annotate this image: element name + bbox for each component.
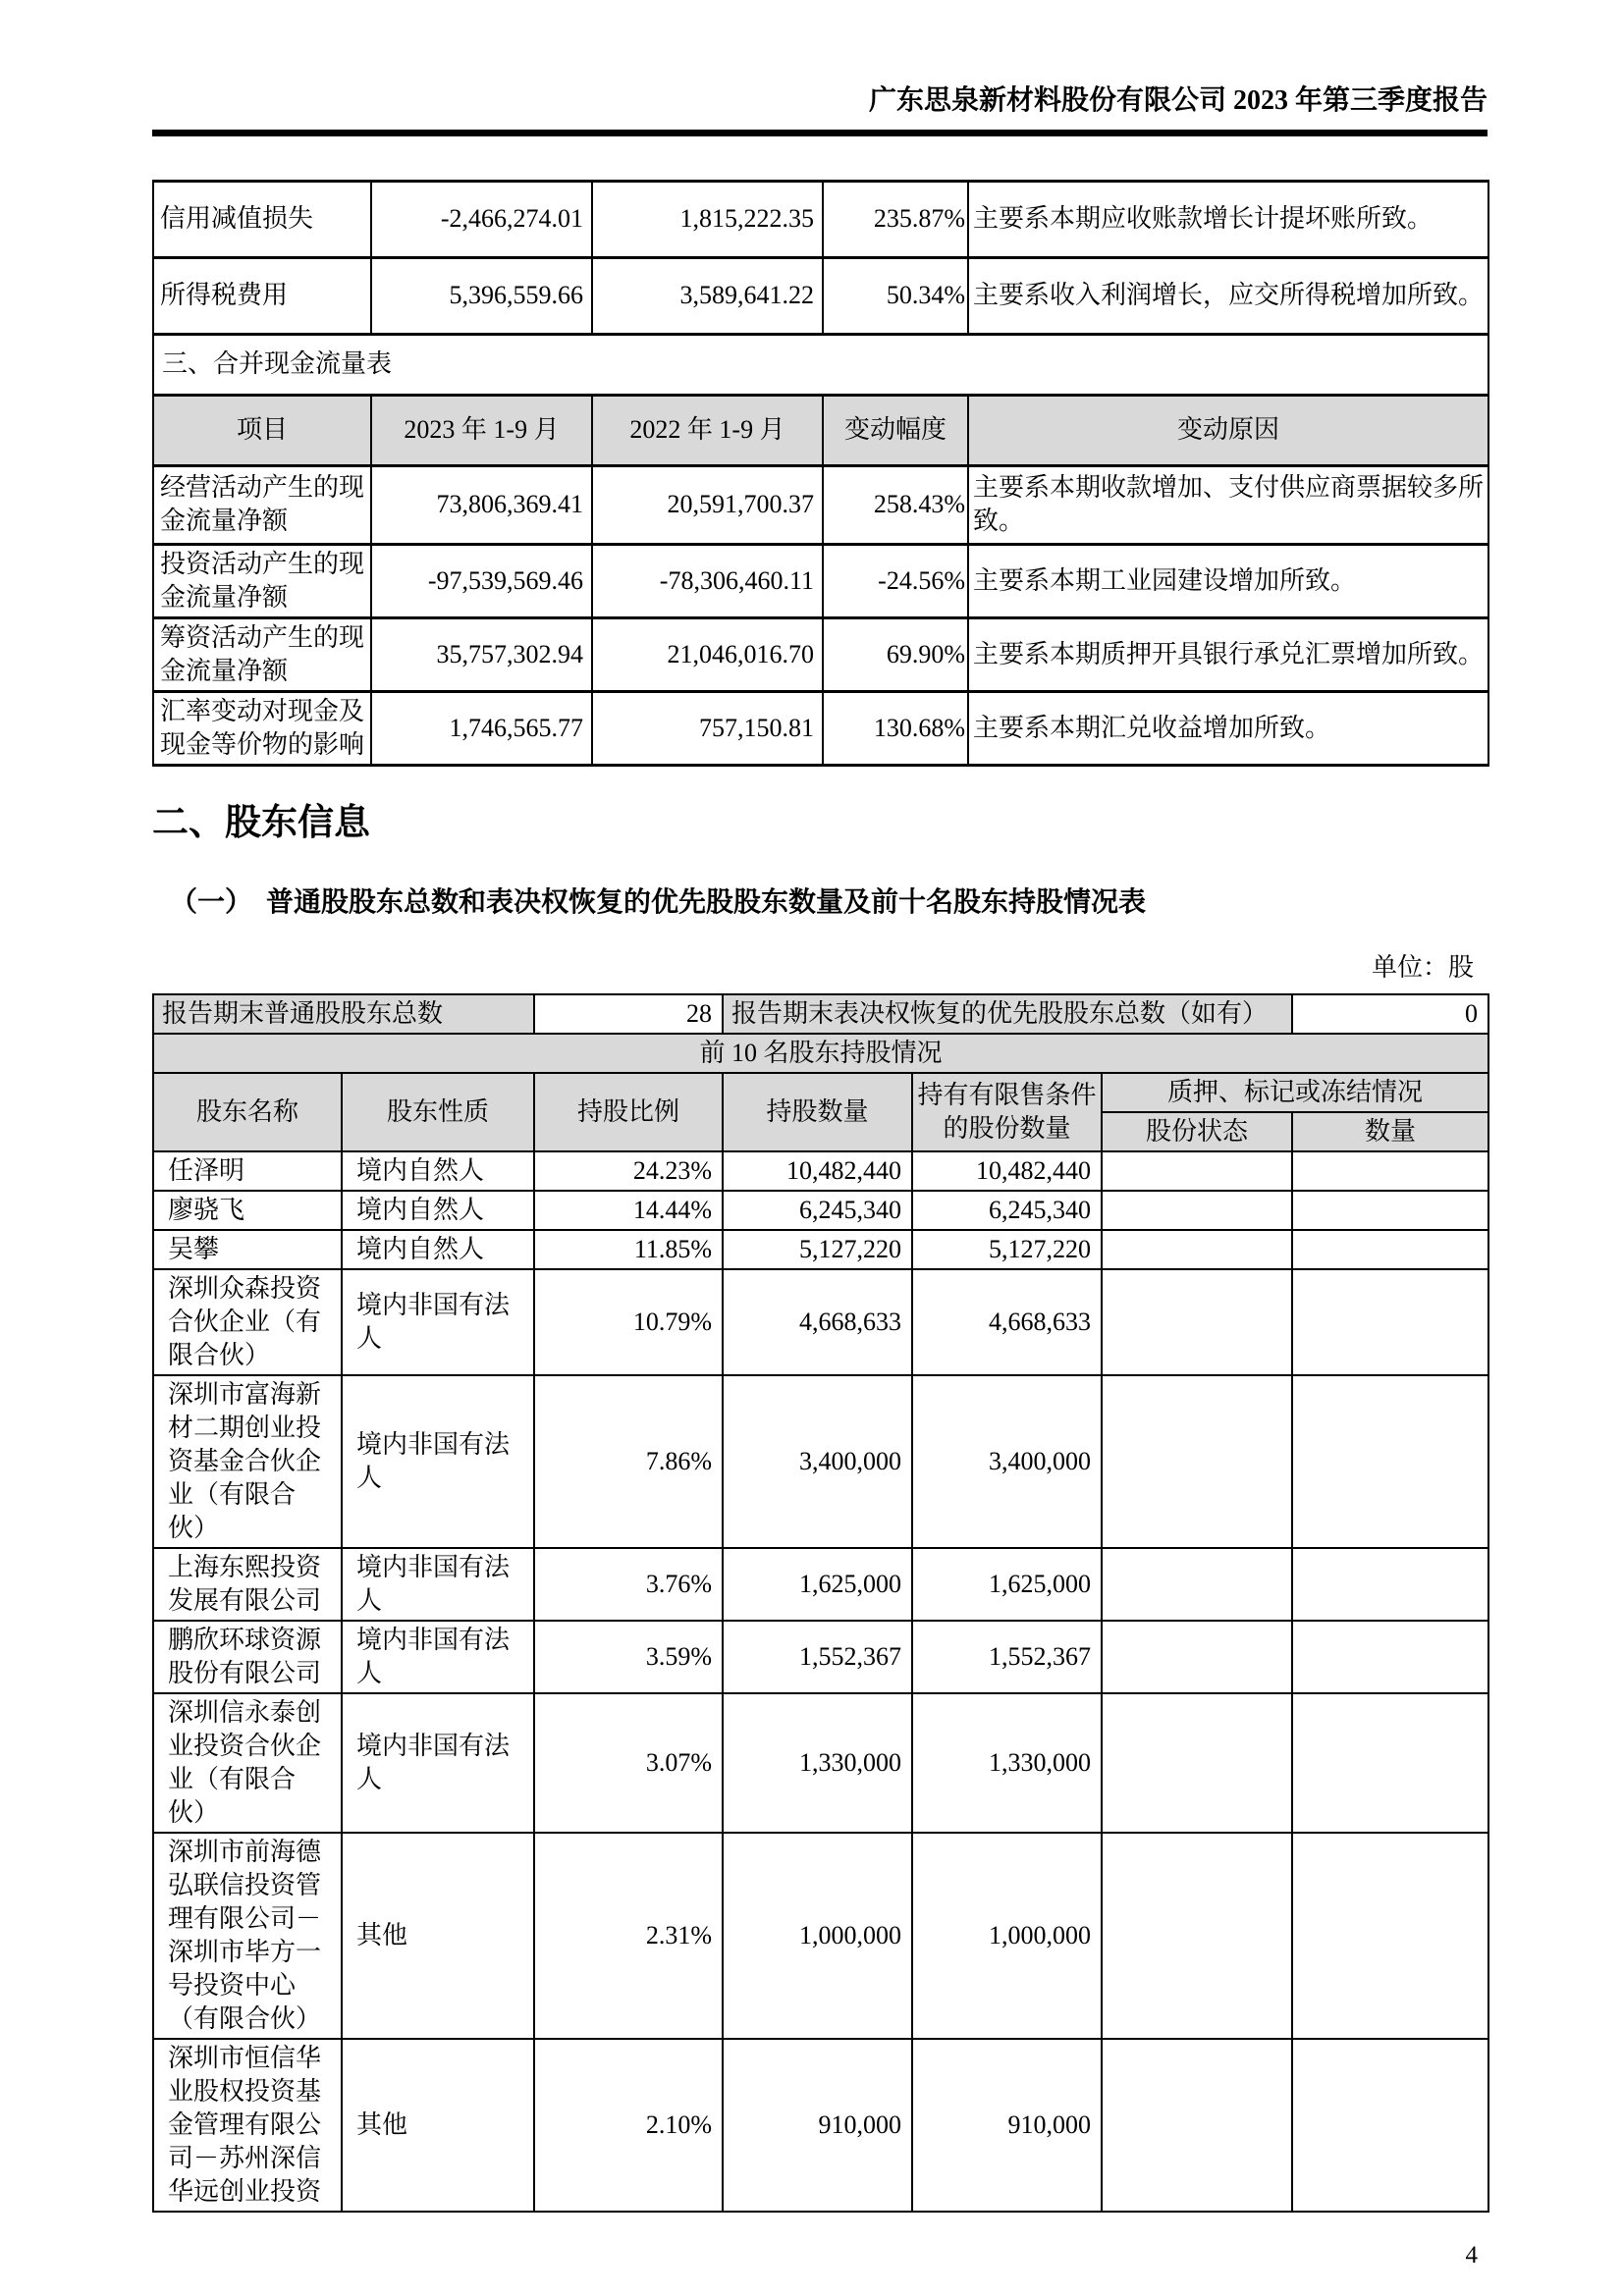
cell-pledge-qty: [1292, 1191, 1488, 1230]
cell-pledge-qty: [1292, 1693, 1488, 1833]
cell-restricted: 4,668,633: [912, 1269, 1102, 1375]
cell-pledge-status: [1102, 1191, 1292, 1230]
section-heading-shareholder-info: 二、股东信息: [152, 802, 370, 843]
cell-change: 130.68%: [823, 691, 968, 765]
cell-restricted: 10,482,440: [912, 1151, 1102, 1191]
page-number: 4: [1465, 2241, 1478, 2269]
table-row: [153, 691, 1488, 765]
cell-shareholder-name: 廖骁飞: [153, 1191, 342, 1230]
col-header-name: 股东名称: [153, 1073, 342, 1151]
cell-shareholder-nature: 境内非国有法人: [342, 1693, 534, 1833]
summary-row: [153, 994, 1488, 1034]
subsection-heading-top10: （一） 普通股股东总数和表决权恢复的优先股股东数量及前十名股东持股情况表: [170, 886, 1147, 918]
cell-pledge-qty: [1292, 1230, 1488, 1269]
cell-change: 69.90%: [823, 617, 968, 691]
shareholder-row: [153, 1269, 1488, 1375]
table-row: [153, 257, 1488, 334]
col-header-nature: 股东性质: [342, 1073, 534, 1151]
cell-shareholder-name: 深圳市恒信华业股权投资基金管理有限公司－苏州深信华远创业投资: [153, 2039, 342, 2212]
cell-shareholder-name: 吴攀: [153, 1230, 342, 1269]
cell-shares: 10,482,440: [723, 1151, 912, 1191]
cell-restricted: 1,552,367: [912, 1621, 1102, 1693]
cell-shares: 5,127,220: [723, 1230, 912, 1269]
header-rule: [152, 130, 1488, 136]
cell-shares: 1,330,000: [723, 1693, 912, 1833]
cashflow-section-title: 三、合并现金流量表: [153, 334, 1488, 395]
cell-pledge-qty: [1292, 1269, 1488, 1375]
cell-restricted: 910,000: [912, 2039, 1102, 2212]
common-shareholders-label: 报告期末普通股股东总数: [153, 994, 534, 1034]
cell-shareholder-name: 深圳市富海新材二期创业投资基金合伙企业（有限合伙）: [153, 1375, 342, 1548]
cell-ratio: 7.86%: [534, 1375, 723, 1548]
preferred-shareholders-value: 0: [1292, 994, 1488, 1034]
col-header-prior: 2022 年 1-9 月: [592, 395, 823, 465]
cell-ratio: 11.85%: [534, 1230, 723, 1269]
cell-shareholder-nature: 境内非国有法人: [342, 1548, 534, 1621]
cell-reason: 主要系本期工业园建设增加所致。: [968, 544, 1488, 617]
shareholder-row: [153, 1833, 1488, 2039]
cell-pledge-status: [1102, 1151, 1292, 1191]
cell-ratio: 24.23%: [534, 1151, 723, 1191]
col-header-restricted: 持有有限售条件的股份数量: [912, 1073, 1102, 1151]
shareholders-table: [152, 993, 1489, 2213]
cell-item: 所得税费用: [153, 257, 371, 334]
cell-reason: 主要系收入利润增长，应交所得税增加所致。: [968, 257, 1488, 334]
col-header-shares: 持股数量: [723, 1073, 912, 1151]
unit-label: 单位：股: [1371, 952, 1474, 982]
shareholder-row: [153, 1375, 1488, 1548]
cell-prior: 20,591,700.37: [592, 465, 823, 544]
cell-shareholder-nature: 境内非国有法人: [342, 1621, 534, 1693]
cell-item: 信用减值损失: [153, 181, 371, 257]
cell-current: 73,806,369.41: [371, 465, 592, 544]
cell-shareholder-name: 深圳众森投资合伙企业（有限合伙）: [153, 1269, 342, 1375]
cell-change: 235.87%: [823, 181, 968, 257]
cell-shares: 3,400,000: [723, 1375, 912, 1548]
cell-restricted: 6,245,340: [912, 1191, 1102, 1230]
cell-pledge-qty: [1292, 1151, 1488, 1191]
cell-reason: 主要系本期应收账款增长计提坏账所致。: [968, 181, 1488, 257]
cell-change: 50.34%: [823, 257, 968, 334]
table-row: [153, 544, 1488, 617]
table-row: [153, 617, 1488, 691]
col-header-pledge-group: 质押、标记或冻结情况: [1102, 1073, 1488, 1112]
cell-item: 筹资活动产生的现金流量净额: [153, 617, 371, 691]
cell-restricted: 1,000,000: [912, 1833, 1102, 2039]
col-header-change: 变动幅度: [823, 395, 968, 465]
cell-pledge-qty: [1292, 1621, 1488, 1693]
cell-pledge-status: [1102, 2039, 1292, 2212]
cell-change: 258.43%: [823, 465, 968, 544]
cell-pledge-status: [1102, 1269, 1292, 1375]
col-header-current: 2023 年 1-9 月: [371, 395, 592, 465]
cell-shares: 6,245,340: [723, 1191, 912, 1230]
cell-restricted: 1,625,000: [912, 1548, 1102, 1621]
cell-current: -2,466,274.01: [371, 181, 592, 257]
col-header-ratio: 持股比例: [534, 1073, 723, 1151]
cell-pledge-qty: [1292, 1548, 1488, 1621]
cell-restricted: 3,400,000: [912, 1375, 1102, 1548]
cell-ratio: 10.79%: [534, 1269, 723, 1375]
cell-restricted: 1,330,000: [912, 1693, 1102, 1833]
cell-pledge-status: [1102, 1621, 1292, 1693]
cell-ratio: 14.44%: [534, 1191, 723, 1230]
shareholder-row: [153, 1548, 1488, 1621]
cell-pledge-status: [1102, 1693, 1292, 1833]
col-header-reason: 变动原因: [968, 395, 1488, 465]
section-row: [153, 334, 1488, 395]
col-header-item: 项目: [153, 395, 371, 465]
header-row: [153, 1073, 1488, 1112]
cell-pledge-status: [1102, 1375, 1292, 1548]
shareholder-row: [153, 1191, 1488, 1230]
cell-shares: 910,000: [723, 2039, 912, 2212]
cell-shareholder-name: 上海东熙投资发展有限公司: [153, 1548, 342, 1621]
cell-shares: 1,552,367: [723, 1621, 912, 1693]
cell-change: -24.56%: [823, 544, 968, 617]
shareholder-row: [153, 2039, 1488, 2212]
col-header-pledge-qty: 数量: [1292, 1112, 1488, 1151]
cell-item: 汇率变动对现金及现金等价物的影响: [153, 691, 371, 765]
cell-shareholder-nature: 境内自然人: [342, 1230, 534, 1269]
cell-restricted: 5,127,220: [912, 1230, 1102, 1269]
shareholder-row: [153, 1693, 1488, 1833]
shareholder-row: [153, 1621, 1488, 1693]
change-and-cashflow-table: [152, 180, 1489, 767]
table-row: [153, 181, 1488, 257]
cell-pledge-qty: [1292, 1375, 1488, 1548]
cell-shareholder-name: 任泽明: [153, 1151, 342, 1191]
cell-prior: 3,589,641.22: [592, 257, 823, 334]
cell-shareholder-nature: 其他: [342, 2039, 534, 2212]
cell-pledge-status: [1102, 1230, 1292, 1269]
cell-current: 5,396,559.66: [371, 257, 592, 334]
cell-shareholder-nature: 境内自然人: [342, 1151, 534, 1191]
cell-pledge-qty: [1292, 2039, 1488, 2212]
cell-prior: 21,046,016.70: [592, 617, 823, 691]
cell-shareholder-nature: 其他: [342, 1833, 534, 2039]
cell-shareholder-name: 鹏欣环球资源股份有限公司: [153, 1621, 342, 1693]
cell-prior: -78,306,460.11: [592, 544, 823, 617]
cell-ratio: 2.10%: [534, 2039, 723, 2212]
cell-current: 35,757,302.94: [371, 617, 592, 691]
cell-reason: 主要系本期收款增加、支付供应商票据较多所致。: [968, 465, 1488, 544]
cell-shares: 4,668,633: [723, 1269, 912, 1375]
shareholder-row: [153, 1230, 1488, 1269]
cell-item: 经营活动产生的现金流量净额: [153, 465, 371, 544]
cell-current: -97,539,569.46: [371, 544, 592, 617]
table-row: [153, 465, 1488, 544]
cell-prior: 757,150.81: [592, 691, 823, 765]
cell-pledge-qty: [1292, 1833, 1488, 2039]
cell-reason: 主要系本期汇兑收益增加所致。: [968, 691, 1488, 765]
report-header-title: 广东思泉新材料股份有限公司 2023 年第三季度报告: [868, 85, 1488, 116]
shareholder-row: [153, 1151, 1488, 1191]
cell-shareholder-name: 深圳市前海德弘联信投资管理有限公司－深圳市毕方一号投资中心（有限合伙）: [153, 1833, 342, 2039]
cell-shareholder-nature: 境内非国有法人: [342, 1269, 534, 1375]
cell-current: 1,746,565.77: [371, 691, 592, 765]
cell-shareholder-nature: 境内自然人: [342, 1191, 534, 1230]
cell-shares: 1,000,000: [723, 1833, 912, 2039]
common-shareholders-value: 28: [534, 994, 723, 1034]
cell-item: 投资活动产生的现金流量净额: [153, 544, 371, 617]
cell-pledge-status: [1102, 1548, 1292, 1621]
cell-reason: 主要系本期质押开具银行承兑汇票增加所致。: [968, 617, 1488, 691]
cell-ratio: 3.59%: [534, 1621, 723, 1693]
cell-shares: 1,625,000: [723, 1548, 912, 1621]
header-row: [153, 395, 1488, 465]
cell-ratio: 3.76%: [534, 1548, 723, 1621]
cell-prior: 1,815,222.35: [592, 181, 823, 257]
cell-shareholder-name: 深圳信永泰创业投资合伙企业（有限合伙）: [153, 1693, 342, 1833]
cell-pledge-status: [1102, 1833, 1292, 2039]
top10-banner: 前 10 名股东持股情况: [153, 1034, 1488, 1073]
col-header-pledge-status: 股份状态: [1102, 1112, 1292, 1151]
cell-ratio: 2.31%: [534, 1833, 723, 2039]
cell-shareholder-nature: 境内非国有法人: [342, 1375, 534, 1548]
banner-row: [153, 1034, 1488, 1073]
preferred-shareholders-label: 报告期末表决权恢复的优先股股东总数（如有）: [723, 994, 1292, 1034]
cell-ratio: 3.07%: [534, 1693, 723, 1833]
